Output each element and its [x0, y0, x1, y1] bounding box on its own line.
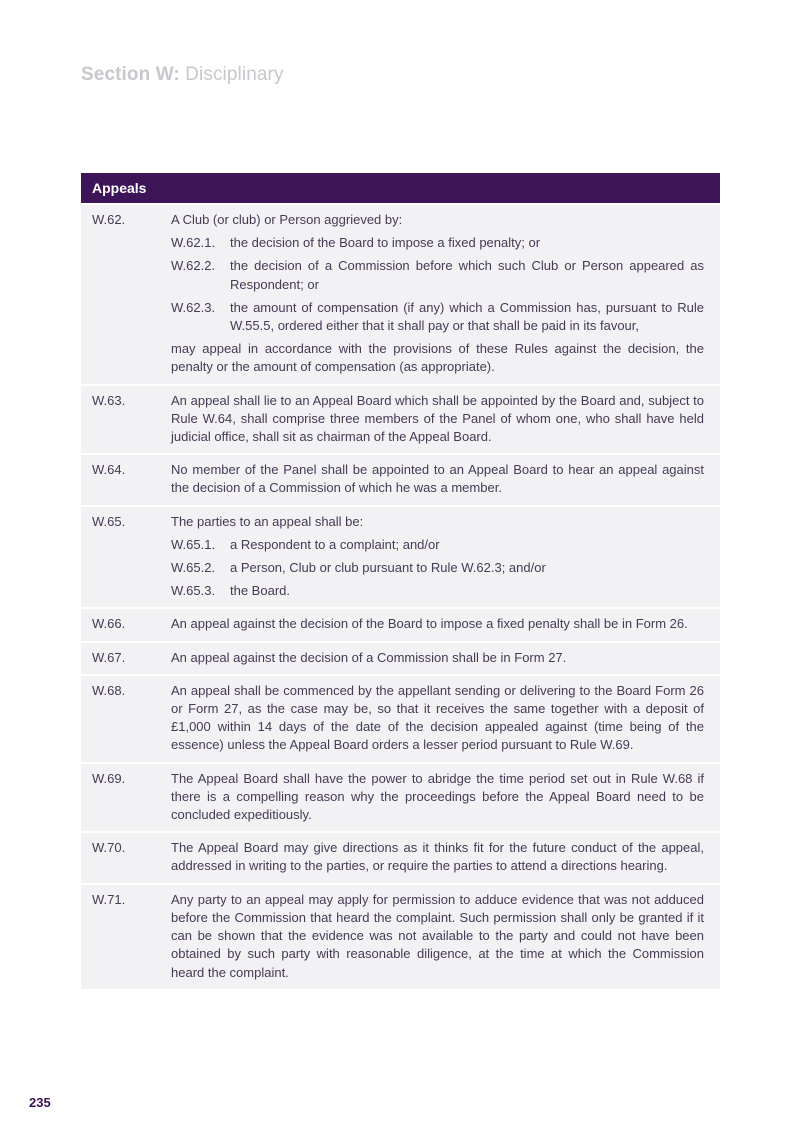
rule-number: W.63. [92, 392, 126, 408]
rule-text: No member of the Panel shall be appointed to an Appeal Board to hear an appeal against the decision of a Commission of which he was a member. [171, 462, 704, 496]
table-header: Appeals [81, 173, 720, 203]
rule-row-w69 [81, 762, 720, 832]
rule-body [171, 211, 704, 377]
rule-row-w66 [81, 607, 720, 640]
sub-clause-text: the amount of compensation (if any) which a Commission has, pursuant to Rule W.55.5, ordered either that it shall pay or that shall be paid in its favour, [230, 299, 704, 334]
rule-row-w64 [81, 453, 720, 504]
rule-text: An appeal against the decision of the Board to impose a fixed penalty shall be in Form 26. [171, 616, 688, 632]
rule-number: W.68. [92, 682, 126, 698]
rule-text: The parties to an appeal shall be: [171, 513, 364, 529]
rule-row-w68 [81, 674, 720, 762]
rule-number: W.64. [92, 462, 126, 478]
sub-clause [171, 257, 704, 293]
sub-clause-text: a Person, Club or club pursuant to Rule W.62.3; and/or [230, 560, 546, 576]
rule-number: W.65. [92, 513, 126, 529]
sub-clause-text: a Respondent to a complaint; and/or [230, 536, 440, 552]
section-label: Section W: [81, 64, 180, 85]
sub-clause [171, 299, 704, 335]
rule-number: W.69. [92, 770, 126, 786]
rule-row-w70 [81, 831, 720, 882]
sub-clause [171, 536, 704, 554]
rule-text: A Club (or club) or Person aggrieved by: [171, 212, 403, 227]
rule-number: W.66. [92, 616, 126, 632]
section-name: Disciplinary [185, 64, 284, 85]
rule-text: Any party to an appeal may apply for permission to adduce evidence that was not adduced before the Commission that heard the complaint. Such permission shall only be granted if it can be shown that the evidence was not available to the party and could not have been obtained by such party with reasonable diligence, at the time at which the Commission heard the complaint. [171, 891, 704, 980]
section-title [81, 64, 284, 86]
sub-clause-text: the Board. [230, 583, 290, 599]
rule-number: W.67. [92, 649, 126, 665]
rule-number: W.71. [92, 891, 126, 907]
rule-row-w67 [81, 641, 720, 674]
appeals-table [81, 173, 720, 989]
rule-body [171, 513, 704, 601]
sub-clause [171, 234, 704, 252]
sub-clause-number: W.62.1. [171, 235, 216, 251]
rule-row-w65 [81, 505, 720, 608]
rule-row-w71 [81, 883, 720, 989]
rule-text: An appeal shall be commenced by the appellant sending or delivering to the Board Form 26 or Form 27, as the case may be, so that it receives the same together with a deposit of £1,000 within 14 days of the date of the decision appealed against (time being of the essence) unless the Appeal Board orders a lesser period pursuant to Rule W.69. [171, 682, 704, 753]
sub-clause-number: W.65.2. [171, 560, 216, 576]
rule-number: W.62. [92, 212, 126, 227]
sub-clause [171, 582, 704, 600]
sub-clause-text: the decision of a Commission before which such Club or Person appeared as Respondent; or [230, 258, 704, 292]
sub-clause [171, 559, 704, 577]
sub-clause-text: the decision of the Board to impose a fixed penalty; or [230, 235, 541, 251]
rule-text: The Appeal Board shall have the power to abridge the time period set out in Rule W.68 if there is a compelling reason why the proceedings before the Appeal Board need to be concluded expeditiously. [171, 770, 704, 823]
rule-row-w63 [81, 384, 720, 454]
page-number: 235 [29, 1095, 51, 1110]
rule-number: W.70. [92, 840, 126, 856]
sub-clause-number: W.62.3. [171, 299, 216, 315]
sub-clause-number: W.62.2. [171, 258, 216, 274]
sub-clause-number: W.65.3. [171, 583, 216, 599]
rule-row-w62 [81, 203, 720, 384]
rule-text: An appeal shall lie to an Appeal Board which shall be appointed by the Board and, subject to Rule W.64, shall comprise three members of the Panel of whom one, who shall have held judicial office, shall sit as chairman of the Appeal Board. [171, 392, 704, 445]
rule-text: An appeal against the decision of a Commission shall be in Form 27. [171, 649, 567, 665]
rule-text-continued: may appeal in accordance with the provisions of these Rules against the decision, the penalty or the amount of compensation (as appropriate). [171, 341, 704, 375]
sub-clause-number: W.65.1. [171, 536, 216, 552]
rule-text: The Appeal Board may give directions as it thinks fit for the future conduct of the appeal, addressed in writing to the parties, or require the parties to attend a directions hearing. [171, 840, 704, 874]
